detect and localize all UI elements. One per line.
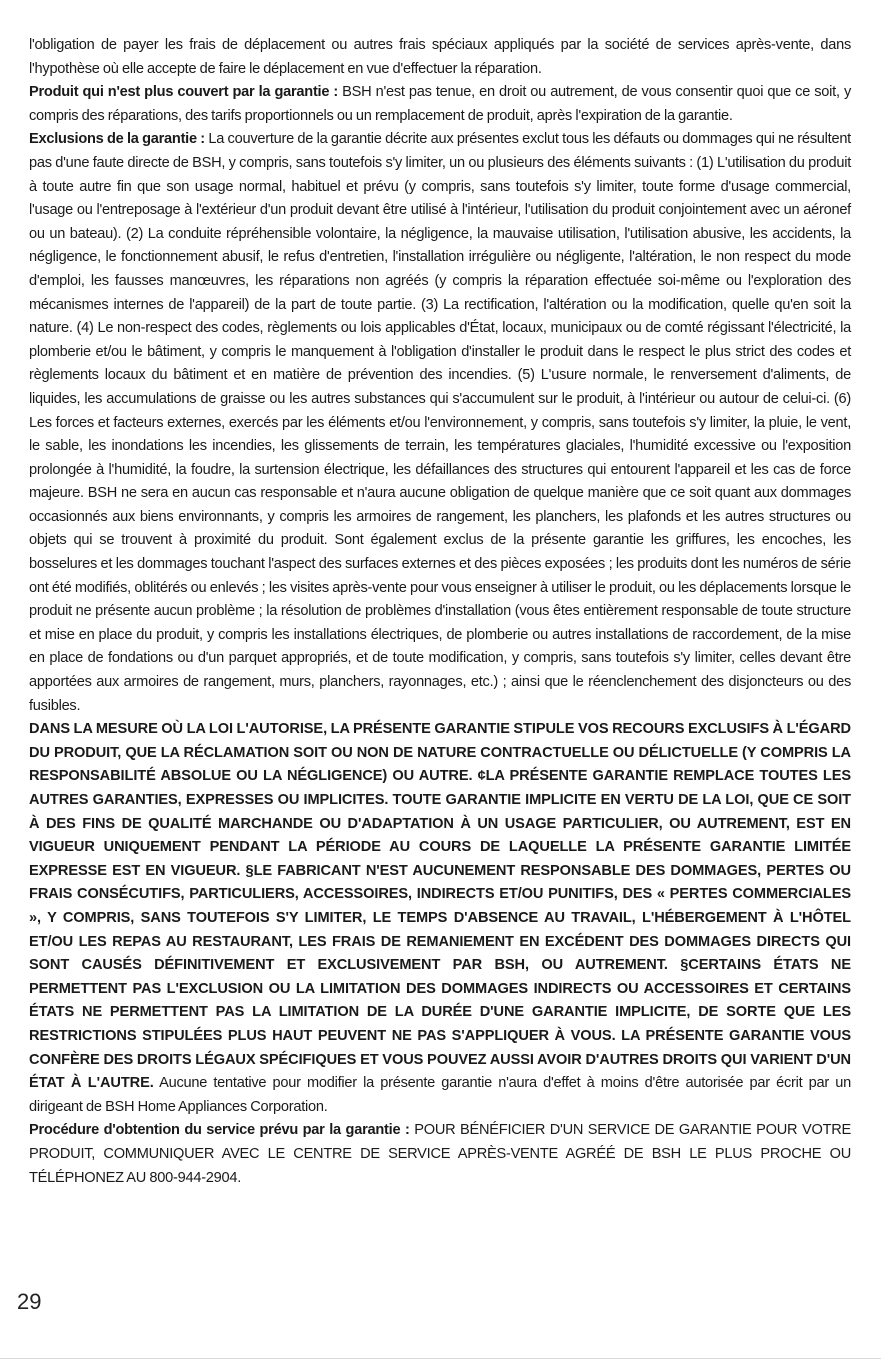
no-coverage-text: BSH n'est pas tenue, en droit ou autrement, de vous consentir quoi que ce soit, y compris des réparations, des tarifs proportionnels ou un remplacement de produit, après l'expiration de la garantie. (29, 84, 851, 124)
warranty-text-body (29, 34, 851, 1190)
no-coverage-paragraph (29, 81, 851, 128)
exclusions-heading: Exclusions de la garantie : (29, 131, 205, 148)
intro-paragraph: l'obligation de payer les frais de déplacement ou autres frais spéciaux appliqués par la société de services après-vente, dans l'hypothèse où elle accepte de faire le déplacement en vue d'effectuer la réparation. (29, 37, 851, 77)
procedure-heading: Procédure d'obtention du service prévu par la garantie : (29, 1122, 410, 1139)
exclusions-text: La couverture de la garantie décrite aux présentes exclut tous les défauts ou dommages qui ne résultent pas d'une faute directe de BSH, y compris, sans toutefois s'y limiter, un ou plusieurs des éléments suivants : (1) L'utilisation du produit à toute autre fin que son usage normal, habituel et prévu (y compris, sans toutefois s'y limiter, toute forme d'usage commercial, l'usage ou l'entreposage à l'extérieur d'un produit devant être utilisé à l'intérieur, l'utilisation du produit conjointement avec un aéronef ou un bateau). (2) La conduite répréhensible volontaire, la négligence, la mauvaise utilisation, l'utilisation abusive, les accidents, la négligence, le fonctionnement abusif, le refus d'entretien, l'installation irrégulière ou négligente, l'altération, le non respect du mode d'emploi, les fausses manœuvres, les réparations non agréés (y compris la réparation effectuée soi-même ou l'exploration des mécanismes internes de l'appareil) de la part de toute partie. (3) La rectification, l'altération ou la modification, quelle qu'en soit la nature. (4) Le non-respect des codes, règlements ou lois applicables d'État, locaux, municipaux ou de comté régissant l'électricité, la plomberie et/ou le bâtiment, y compris le manquement à l'obligation d'installer le produit dans le respect le plus strict des codes et règlements locaux du bâtiment et en matière de prévention des incendies. (5) L'usure normale, le renversement d'aliments, de liquides, les accumulations de graisse ou les autres substances qui s'accumulent sur le produit, à l'intérieur ou autour de celui-ci. (6) Les forces et facteurs externes, exercés par les éléments et/ou l'environnement, y compris, sans toutefois s'y limiter, la pluie, le vent, le sable, les inondations les incendies, les glissements de terrain, les températures glaciales, l'humidité excessive ou l'exposition prolongée à l'humidité, la foudre, la surtension électrique, les défaillances des structures qui entourent l'appareil et les cas de force majeure. BSH ne sera en aucun cas responsable et n'aura aucune obligation de quelque manière que ce soit quant aux dommages occasionnés aux biens environnants, y compris les armoires de rangement, les planchers, les plafonds et les autres structures ou objets qui se trouvent à proximité du produit. Sont également exclus de la présente garantie les griffures, les encoches, les bosselures et les dommages touchant l'aspect des surfaces externes et des pièces exposées ; les produits dont les numéros de série ont été modifiés, oblitérés ou enlevés ; les visites après-vente pour vous enseigner à utiliser le produit, ou les déplacements lorsque le produit ne présente aucun problème ; la résolution de problèmes d'installation (vous êtes entièrement responsable de toute structure et mise en place du produit, y compris les installations électriques, de plomberie ou autres installations de raccordement, de la mise en place de fondations ou d'un parquet appropriés, et de toute modification, y compris, sans toutefois s'y limiter, celles devant être apportées aux armoires de rangement, murs, planchers, rayonnages, etc.) ; ainsi que le réenclenchement des disjoncteurs ou des fusibles. (29, 131, 851, 714)
no-coverage-heading: Produit qui n'est plus couvert par la garantie : (29, 84, 339, 101)
disclaimer-caps-text: DANS LA MESURE OÙ LA LOI L'AUTORISE, LA PRÉSENTE GARANTIE STIPULE VOS RECOURS EXCLUSIFS À L'ÉGARD DU PRODUIT, QUE LA RÉCLAMATION SOIT OU NON DE NATURE CONTRACTUELLE OU DÉLICTUELLE (Y COMPRIS LA RESPONSABILITÉ ABSOLUE OU LA NÉGLIGENCE) OU AUTRE. ¢LA PRÉSENTE GARANTIE REMPLACE TOUTES LES AUTRES GARANTIES, EXPRESSES OU IMPLICITES. TOUTE GARANTIE IMPLICITE EN VERTU DE LA LOI, QUE CE SOIT À DES FINS DE QUALITÉ MARCHANDE OU D'ADAPTATION À UN USAGE PARTICULIER, OU AUTREMENT, EST EN VIGUEUR UNIQUEMENT PENDANT LA PÉRIODE AU COURS DE LAQUELLE LA PRÉSENTE GARANTIE LIMITÉE EXPRESSE EST EN VIGUEUR. §LE FABRICANT N'EST AUCUNEMENT RESPONSABLE DES DOMMAGES, PERTES OU FRAIS CONSÉCUTIFS, PARTICULIERS, ACCESSOIRES, INDIRECTS ET/OU PUNITIFS, DES « PERTES COMMERCIALES », Y COMPRIS, SANS TOUTEFOIS S'Y LIMITER, LE TEMPS D'ABSENCE AU TRAVAIL, L'HÉBERGEMENT À L'HÔTEL ET/OU LES REPAS AU RESTAURANT, LES FRAIS DE REMANIEMENT EN EXCÉDENT DES DOMMAGES DIRECTS QUI SONT CAUSÉS DÉFINITIVEMENT ET EXCLUSIVEMENT PAR BSH, OU AUTREMENT. §CERTAINS ÉTATS NE PERMETTENT PAS L'EXCLUSION OU LA LIMITATION DES DOMMAGES INDIRECTS OU ACCESSOIRES ET CERTAINS ÉTATS NE PERMETTENT PAS LA LIMITATION DE LA DURÉE D'UNE GARANTIE IMPLICITE, DE SORTE QUE LES RESTRICTIONS STIPULÉES PLUS HAUT PEUVENT NE PAS S'APPLIQUER À VOUS. LA PRÉSENTE GARANTIE VOUS CONFÈRE DES DROITS LÉGAUX SPÉCIFIQUES ET VOUS POUVEZ AUSSI AVOIR D'AUTRES DROITS QUI VARIENT D'UN ÉTAT À L'AUTRE. (29, 721, 851, 1092)
procedure-paragraph (29, 1119, 851, 1190)
page-bottom-divider (0, 1358, 881, 1360)
exclusions-paragraph (29, 128, 851, 718)
disclaimer-tail-text: Aucune tentative pour modifier la présente garantie n'aura d'effet à moins d'être autorisée par écrit par un dirigeant de BSH Home Appliances Corporation. (29, 1075, 851, 1115)
page-number: 29 (17, 1289, 42, 1314)
disclaimer-paragraph (29, 718, 851, 1119)
procedure-text: POUR BÉNÉFICIER D'UN SERVICE DE GARANTIE POUR VOTRE PRODUIT, COMMUNIQUER AVEC LE CENTRE DE SERVICE APRÈS-VENTE AGRÉÉ DE BSH LE PLUS PROCHE OU TÉLÉPHONEZ AU 800-944-2904. (29, 1122, 852, 1186)
